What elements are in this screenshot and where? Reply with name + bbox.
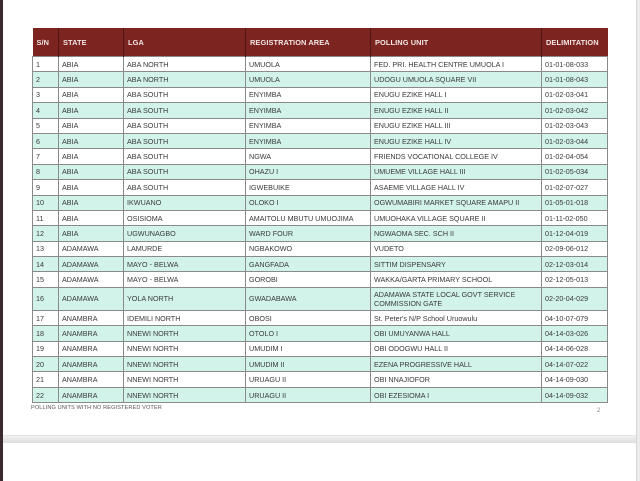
table-row xyxy=(33,241,608,256)
cell-state: ABIA xyxy=(59,149,124,164)
cell-registration-area: UMUDIM II xyxy=(246,357,371,372)
cell-sn: 15 xyxy=(33,272,59,287)
cell-registration-area: IGWEBUIKE xyxy=(246,180,371,195)
cell-lga: ABA SOUTH xyxy=(124,133,246,148)
cell-lga: UGWUNAGBO xyxy=(124,226,246,241)
table-row xyxy=(33,372,608,387)
cell-delimitation: 01-01-08-033 xyxy=(542,57,608,72)
cell-registration-area: GOROBI xyxy=(246,272,371,287)
cell-state: ABIA xyxy=(59,164,124,179)
cell-sn: 14 xyxy=(33,257,59,272)
cell-state: ADAMAWA xyxy=(59,272,124,287)
cell-polling-unit: UDOGU UMUOLA SQUARE VII xyxy=(371,72,542,87)
cell-lga: NNEWI NORTH xyxy=(124,372,246,387)
cell-state: ANAMBRA xyxy=(59,341,124,356)
cell-lga: MAYO - BELWA xyxy=(124,272,246,287)
cell-polling-unit: ADAMAWA STATE LOCAL GOVT SERVICE COMMISSION GATE xyxy=(371,287,542,310)
table-row xyxy=(33,164,608,179)
cell-delimitation: 01-02-03-043 xyxy=(542,118,608,133)
cell-lga: NNEWI NORTH xyxy=(124,326,246,341)
viewer-scrollbar[interactable] xyxy=(636,0,640,481)
cell-state: ADAMAWA xyxy=(59,241,124,256)
cell-delimitation: 02-12-05-013 xyxy=(542,272,608,287)
table-row xyxy=(33,387,608,402)
cell-lga: YOLA NORTH xyxy=(124,287,246,310)
column-header-registration-area: REGISTRATION AREA xyxy=(246,28,371,57)
cell-sn: 7 xyxy=(33,149,59,164)
cell-registration-area: UMUOLA xyxy=(246,72,371,87)
cell-state: ADAMAWA xyxy=(59,257,124,272)
cell-sn: 22 xyxy=(33,387,59,402)
cell-sn: 10 xyxy=(33,195,59,210)
cell-registration-area: ENYIMBA xyxy=(246,87,371,102)
cell-state: ABIA xyxy=(59,210,124,225)
cell-state: ABIA xyxy=(59,195,124,210)
cell-state: ANAMBRA xyxy=(59,387,124,402)
cell-lga: ABA SOUTH xyxy=(124,164,246,179)
cell-delimitation: 04-14-09-030 xyxy=(542,372,608,387)
cell-polling-unit: FRIENDS VOCATIONAL COLLEGE IV xyxy=(371,149,542,164)
cell-registration-area: GWADABAWA xyxy=(246,287,371,310)
cell-state: ABIA xyxy=(59,180,124,195)
cell-polling-unit: ENUGU EZIKE HALL III xyxy=(371,118,542,133)
table-row xyxy=(33,57,608,72)
cell-delimitation: 01-01-08-043 xyxy=(542,72,608,87)
cell-delimitation: 01-02-07-027 xyxy=(542,180,608,195)
cell-lga: ABA SOUTH xyxy=(124,180,246,195)
table-row xyxy=(33,118,608,133)
column-header-delimitation: DELIMITATION xyxy=(542,28,608,57)
table-row xyxy=(33,210,608,225)
cell-polling-unit: ENUGU EZIKE HALL I xyxy=(371,87,542,102)
cell-delimitation: 01-02-03-042 xyxy=(542,103,608,118)
cell-delimitation: 01-05-01-018 xyxy=(542,195,608,210)
cell-state: ANAMBRA xyxy=(59,310,124,325)
cell-state: ANAMBRA xyxy=(59,372,124,387)
cell-sn: 12 xyxy=(33,226,59,241)
cell-delimitation: 01-02-04-054 xyxy=(542,149,608,164)
table-row xyxy=(33,341,608,356)
cell-registration-area: ENYIMBA xyxy=(246,103,371,118)
cell-state: ADAMAWA xyxy=(59,287,124,310)
cell-state: ABIA xyxy=(59,57,124,72)
cell-lga: ABA SOUTH xyxy=(124,149,246,164)
cell-polling-unit: UMUEME VILLAGE HALL III xyxy=(371,164,542,179)
cell-sn: 18 xyxy=(33,326,59,341)
page-footer-title: POLLING UNITS WITH NO REGISTERED VOTER xyxy=(31,405,162,411)
cell-polling-unit: EZENA PROGRESSIVE HALL xyxy=(371,357,542,372)
cell-lga: NNEWI NORTH xyxy=(124,387,246,402)
cell-sn: 17 xyxy=(33,310,59,325)
cell-polling-unit: OBI EZESIOMA I xyxy=(371,387,542,402)
column-header-state: STATE xyxy=(59,28,124,57)
column-header-polling-unit: POLLING UNIT xyxy=(371,28,542,57)
table-row xyxy=(33,133,608,148)
column-header-sn: S/N xyxy=(33,28,59,57)
cell-registration-area: WARD FOUR xyxy=(246,226,371,241)
cell-polling-unit: UMUOHAKA VILLAGE SQUARE II xyxy=(371,210,542,225)
cell-sn: 5 xyxy=(33,118,59,133)
cell-state: ABIA xyxy=(59,87,124,102)
cell-delimitation: 04-14-03-026 xyxy=(542,326,608,341)
cell-delimitation: 01-12-04-019 xyxy=(542,226,608,241)
cell-sn: 20 xyxy=(33,357,59,372)
cell-registration-area: NGWA xyxy=(246,149,371,164)
cell-sn: 13 xyxy=(33,241,59,256)
cell-polling-unit: ENUGU EZIKE HALL II xyxy=(371,103,542,118)
table-row xyxy=(33,287,608,310)
cell-sn: 16 xyxy=(33,287,59,310)
cell-polling-unit: SITTIM DISPENSARY xyxy=(371,257,542,272)
table-row xyxy=(33,72,608,87)
cell-registration-area: UMUDIM I xyxy=(246,341,371,356)
cell-delimitation: 04-14-07-022 xyxy=(542,357,608,372)
cell-lga: ABA NORTH xyxy=(124,57,246,72)
cell-delimitation: 02-20-04-029 xyxy=(542,287,608,310)
cell-lga: OSISIOMA xyxy=(124,210,246,225)
table-row xyxy=(33,357,608,372)
cell-polling-unit: OBI NNAJIOFOR xyxy=(371,372,542,387)
column-header-lga: LGA xyxy=(124,28,246,57)
cell-registration-area: URUAGU II xyxy=(246,387,371,402)
cell-lga: LAMURDE xyxy=(124,241,246,256)
cell-lga: ABA SOUTH xyxy=(124,87,246,102)
cell-polling-unit: ASAEME VILLAGE HALL IV xyxy=(371,180,542,195)
table-row xyxy=(33,103,608,118)
cell-lga: NNEWI NORTH xyxy=(124,357,246,372)
cell-polling-unit: FED. PRI. HEALTH CENTRE UMUOLA I xyxy=(371,57,542,72)
cell-delimitation: 02-12-03-014 xyxy=(542,257,608,272)
cell-registration-area: URUAGU II xyxy=(246,372,371,387)
cell-state: ABIA xyxy=(59,226,124,241)
cell-registration-area: UMUOLA xyxy=(246,57,371,72)
cell-registration-area: OBOSI xyxy=(246,310,371,325)
cell-sn: 4 xyxy=(33,103,59,118)
next-page xyxy=(3,443,636,481)
table-row xyxy=(33,87,608,102)
cell-sn: 1 xyxy=(33,57,59,72)
cell-delimitation: 04-10-07-079 xyxy=(542,310,608,325)
cell-state: ABIA xyxy=(59,72,124,87)
cell-registration-area: OLOKO I xyxy=(246,195,371,210)
table-row xyxy=(33,257,608,272)
cell-delimitation: 01-02-03-044 xyxy=(542,133,608,148)
cell-state: ANAMBRA xyxy=(59,326,124,341)
cell-registration-area: ENYIMBA xyxy=(246,118,371,133)
cell-registration-area: GANGFADA xyxy=(246,257,371,272)
table-row xyxy=(33,226,608,241)
table-row xyxy=(33,180,608,195)
cell-delimitation: 02-09-06-012 xyxy=(542,241,608,256)
table-row xyxy=(33,326,608,341)
cell-registration-area: AMAITOLU MBUTU UMUOJIMA xyxy=(246,210,371,225)
cell-lga: MAYO - BELWA xyxy=(124,257,246,272)
table-row xyxy=(33,272,608,287)
cell-registration-area: NGBAKOWO xyxy=(246,241,371,256)
cell-delimitation: 04-14-09-032 xyxy=(542,387,608,402)
cell-lga: ABA SOUTH xyxy=(124,103,246,118)
cell-polling-unit: VUDETO xyxy=(371,241,542,256)
cell-state: ABIA xyxy=(59,133,124,148)
cell-sn: 11 xyxy=(33,210,59,225)
cell-polling-unit: ENUGU EZIKE HALL IV xyxy=(371,133,542,148)
polling-units-table xyxy=(32,28,608,403)
table-row xyxy=(33,195,608,210)
cell-sn: 19 xyxy=(33,341,59,356)
cell-sn: 6 xyxy=(33,133,59,148)
cell-polling-unit: OGWUMABIRI MARKET SQUARE AMAPU II xyxy=(371,195,542,210)
cell-registration-area: OTOLO I xyxy=(246,326,371,341)
cell-polling-unit: OBI UMUYANWA HALL xyxy=(371,326,542,341)
table-row xyxy=(33,310,608,325)
cell-state: ABIA xyxy=(59,103,124,118)
page-number: 2 xyxy=(597,408,601,414)
cell-lga: IDEMILI NORTH xyxy=(124,310,246,325)
cell-lga: ABA SOUTH xyxy=(124,118,246,133)
cell-delimitation: 01-11-02-050 xyxy=(542,210,608,225)
cell-state: ABIA xyxy=(59,118,124,133)
cell-polling-unit: WAKKA/GARTA PRIMARY SCHOOL xyxy=(371,272,542,287)
cell-lga: ABA NORTH xyxy=(124,72,246,87)
cell-polling-unit: OBI ODOGWU HALL II xyxy=(371,341,542,356)
cell-sn: 3 xyxy=(33,87,59,102)
cell-lga: IKWUANO xyxy=(124,195,246,210)
cell-sn: 21 xyxy=(33,372,59,387)
cell-registration-area: OHAZU I xyxy=(246,164,371,179)
cell-polling-unit: NGWAOMA SEC. SCH II xyxy=(371,226,542,241)
cell-sn: 2 xyxy=(33,72,59,87)
cell-delimitation: 01-02-05-034 xyxy=(542,164,608,179)
cell-polling-unit: St. Peter's N/P School Uruowulu xyxy=(371,310,542,325)
cell-delimitation: 01-02-03-041 xyxy=(542,87,608,102)
cell-registration-area: ENYIMBA xyxy=(246,133,371,148)
cell-sn: 9 xyxy=(33,180,59,195)
table-header-row xyxy=(33,28,608,57)
cell-state: ANAMBRA xyxy=(59,357,124,372)
cell-lga: NNEWI NORTH xyxy=(124,341,246,356)
cell-sn: 8 xyxy=(33,164,59,179)
table-row xyxy=(33,149,608,164)
cell-delimitation: 04-14-06-028 xyxy=(542,341,608,356)
